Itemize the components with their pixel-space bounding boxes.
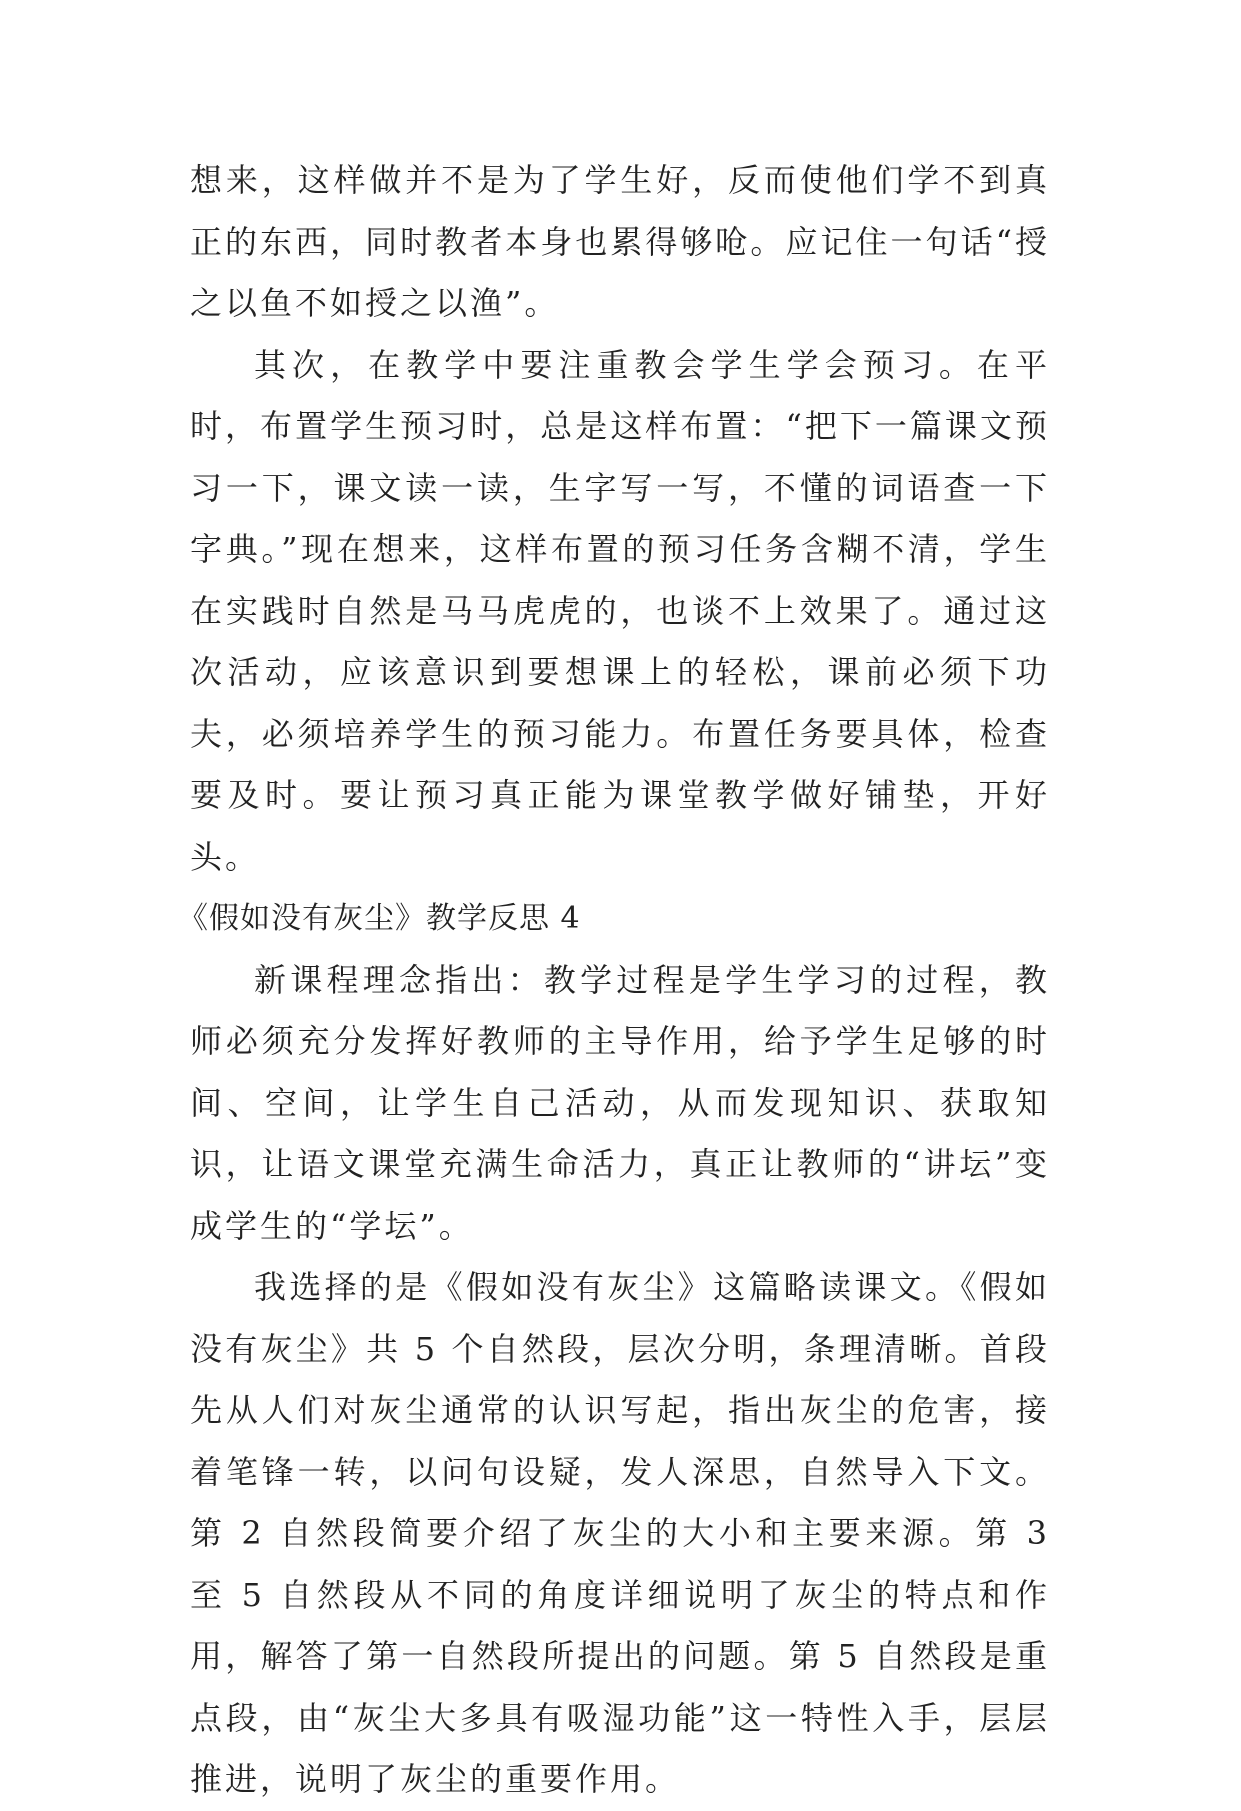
paragraph-continuation: 想来，这样做并不是为了学生好，反而使他们学不到真正的东西，同时教者本身也累得够呛。应记住一句话“授之以鱼不如授之以渔”。 <box>190 161 1050 322</box>
section-title: 《假如没有灰尘》教学反思 4 <box>178 901 581 936</box>
paragraph-preview-habit: 其次，在教学中要注重教会学生学会预习。在平时，布置学生预习时，总是这样布置：“把下一篇课文预习一下，课文读一读，生字写一写，不懂的词语查一下字典。”现在想来，这样布置的预习任务含糊不清，学生在实践时自然是马马虎虎的，也谈不上效果了。通过这次活动，应该意识到要想课上的轻松，课前必须下功夫，必须培养学生的预习能力。布置任务要具体，检查要及时。要让预习真正能为课堂教学做好铺垫，开好头。 <box>190 345 1050 876</box>
paragraph-text-analysis: 我选择的是《假如没有灰尘》这篇略读课文。《假如没有灰尘》共 5 个自然段，层次分明，条理清晰。首段先从人们对灰尘通常的认识写起，指出灰尘的危害，接着笔锋一转，以问句设疑，发人深思，自然导入下文。第 2 自然段简要介绍了灰尘的大小和主要来源。第 3 至 5 自然段从不同的角度详细说明了灰尘的特点和作用，解答了第一自然段所提出的问题。第 5 自然段是重点段，由“灰尘大多具有吸湿功能”这一特性入手，层层推进，说明了灰尘的重要作用。 <box>190 1268 1050 1798</box>
paragraph-new-curriculum: 新课程理念指出：教学过程是学生学习的过程，教师必须充分发挥好教师的主导作用，给予学生足够的时间、空间，让学生自己活动，从而发现知识、获取知识，让语文课堂充满生命活力，真正让教师的“讲坛”变成学生的“学坛”。 <box>190 960 1050 1245</box>
document-body <box>178 150 1050 1811</box>
